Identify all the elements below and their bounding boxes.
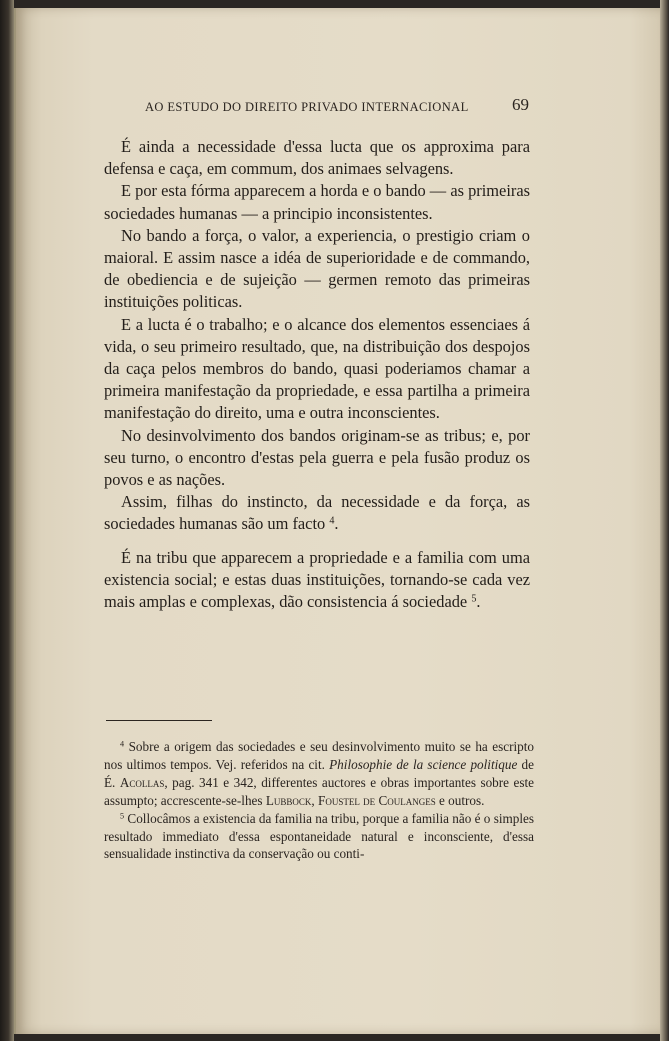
footnote-4	[104, 738, 534, 810]
paragraph: E por esta fórma apparecem a horda e o bando — as primeiras sociedades humanas — a principio inconsistentes.	[104, 181, 530, 223]
author-name: Foustel de Coulanges	[318, 792, 436, 808]
footnote-mark: 4	[120, 739, 125, 749]
body-text	[104, 136, 530, 613]
footnote-text: de É.	[104, 756, 534, 790]
page-number: 69	[512, 95, 529, 114]
page-edge	[660, 0, 669, 1041]
paragraph-end: .	[476, 592, 481, 612]
author-name: Lubbock	[265, 792, 312, 808]
footnote-ref: 4	[329, 515, 335, 527]
paragraph: No bando a força, o valor, a experiencia, o prestigio criam o maioral. E assim nasce a idéa de superioridade e de commando, de obediencia e de sujeição — germen remoto das primeiras instituições politicas.	[104, 225, 530, 312]
footnote-text: e outros.	[439, 792, 485, 808]
footnote-text: Collocâmos a existencia da familia na tribu, porque a familia não é o simples resultado immediato d'essa espontaneidade natural e inconsciente, d'essa sensualidade instinctiva da conservação ou conti-	[104, 810, 534, 862]
paragraph-text: É na tribu que apparecem a propriedade e a familia com uma existencia social; e estas duas instituições, tornando-se cada vez mais amplas e complexas, dão consistencia á sociedade	[104, 547, 530, 612]
paragraph-text: Assim, filhas do instincto, da necessidade e da força, as sociedades humanas são um facto	[104, 492, 530, 534]
footnote-rule	[106, 720, 212, 721]
footnote-text: ,	[311, 792, 315, 808]
page-header	[145, 95, 529, 121]
running-title: AO ESTUDO DO DIREITO PRIVADO INTERNACIONAL	[145, 100, 469, 114]
paragraph: É ainda a necessidade d'essa lucta que os approxima para defensa e caça, em commum, dos animaes selvagens.	[104, 137, 530, 179]
paragraph-tribu	[104, 547, 530, 614]
footnote-ref: 5	[471, 593, 477, 605]
paragraph-end: .	[334, 514, 339, 534]
footnotes	[104, 738, 534, 863]
paragraph: E a lucta é o trabalho; e o alcance dos elementos essenciaes á vida, o seu primeiro resultado, que, na distribuição dos despojos da caça pelos membros do bando, quasi poderiamos chamar a primeira manifestação da propriedade, e essa partilha a primeira manifestação do direito, uma e outra inconscientes.	[104, 314, 530, 423]
footnote-5	[104, 810, 534, 864]
author-name: Acollas	[119, 774, 165, 790]
footnote-text: Sobre a origem das sociedades e seu desinvolvimento muito se ha escripto nos ultimos tempos. Vej. referidos na cit.	[104, 739, 535, 772]
paragraph: No desinvolvimento dos bandos originam-se as tribus; e, por seu turno, o encontro d'estas pela guerra e pela fusão produz os povos e as nações.	[104, 425, 530, 490]
footnote-mark: 5	[120, 811, 125, 821]
paragraph-assim	[104, 491, 530, 535]
book-spine-shadow	[0, 0, 14, 1041]
cited-work: Philosophie de la science politique	[329, 756, 518, 772]
footnote-text: , pag. 341 e 342, differentes auctores e obras importantes sobre este assumpto; accrescente-se-lhes	[104, 774, 535, 808]
